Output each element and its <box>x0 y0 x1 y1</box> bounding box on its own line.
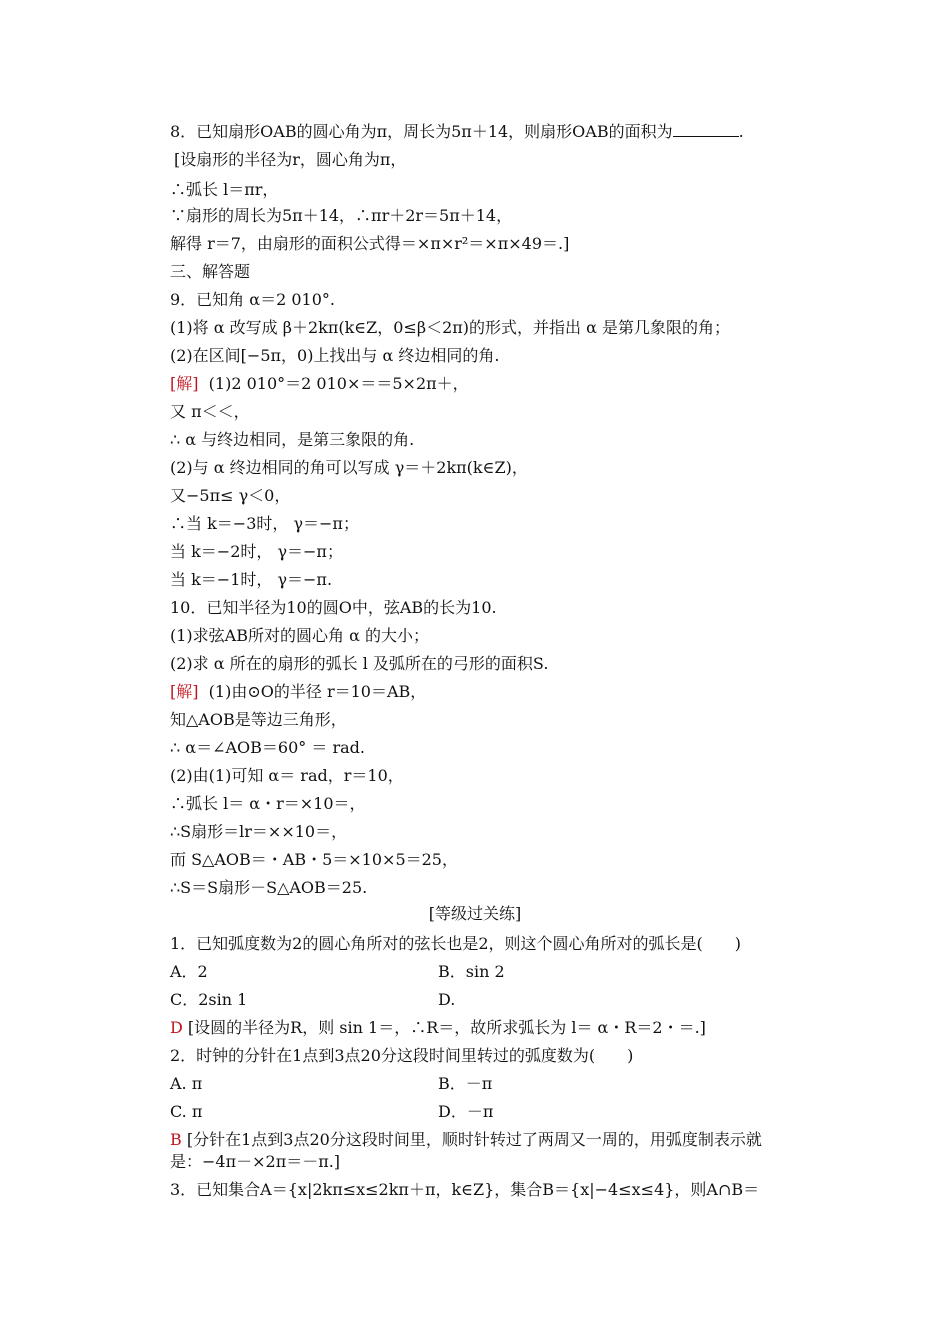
option-b: B．sin 2 <box>438 962 505 981</box>
solution-line: ∴当 k＝−3时， γ＝−π； <box>170 514 359 533</box>
answer-blank <box>673 122 739 137</box>
solution-line: ∴弧长 l＝πr， <box>170 180 279 199</box>
solution-line: 又−5π≤ γ＜0， <box>170 486 291 505</box>
question-3: 3．已知集合A＝{x|2kπ≤x≤2kπ＋π，k∈Z}，集合B＝{x|−4≤x≤4}，则A∩B＝ <box>170 1180 760 1199</box>
solution-text: [分针在1点到3点20分这段时间里，顺时针转过了两周又一周的，用弧度制表示就 <box>186 1130 762 1149</box>
solution-text: (1)由⊙O的半径 r＝10＝AB， <box>208 682 427 701</box>
solution-line: 又 π＜＜， <box>170 402 250 421</box>
option-a: A．2 <box>170 962 208 981</box>
option-c: C. π <box>170 1102 203 1121</box>
answer-letter: D <box>170 1018 183 1037</box>
question-10-part-2: (2)求 α 所在的扇形的弧长 l 及弧所在的弓形的面积S. <box>170 654 549 673</box>
solution-line: 是：−4π－×2π＝－π.] <box>170 1152 341 1171</box>
question-8-text: 8．已知扇形OAB的圆心角为π，周长为5π＋14，则扇形OAB的面积为 <box>170 122 673 141</box>
solution-line: ∴S＝S扇形－S△AOB＝25. <box>170 878 368 897</box>
solution-line: (2)由(1)可知 α＝ rad，r＝10， <box>170 766 404 785</box>
solution-line: 解得 r＝7，由扇形的面积公式得＝×π×r²＝×π×49＝.] <box>170 234 570 253</box>
solution-line: (2)与 α 终边相同的角可以写成 γ＝＋2kπ(k∈Z)， <box>170 458 528 477</box>
solution-line: ∴S扇形＝lr＝××10＝， <box>170 822 348 841</box>
option-b: B．－π <box>438 1074 493 1093</box>
solution-line <box>170 1018 706 1038</box>
question-2: 2．时钟的分针在1点到3点20分这段时间里转过的弧度数为( ) <box>170 1046 634 1065</box>
solution-tag: [解] <box>170 682 199 701</box>
solution-line: ∵扇形的周长为5π＋14，∴πr＋2r＝5π＋14， <box>170 206 513 225</box>
question-10: 10．已知半径为10的圆O中，弦AB的长为10. <box>170 598 497 617</box>
solution-tag: [解] <box>170 374 199 393</box>
solution-line: 当 k＝−1时， γ＝−π. <box>170 570 333 589</box>
solution-line: 而 S△AOB＝・AB・5＝×10×5＝25， <box>170 850 458 869</box>
section-heading: [等级过关练] <box>428 904 522 923</box>
section-heading: 三、解答题 <box>170 262 251 281</box>
solution-line <box>170 682 426 702</box>
solution-line: 当 k＝−2时， γ＝−π； <box>170 542 343 561</box>
question-8 <box>170 122 744 142</box>
solution-line: [设扇形的半径为r，圆心角为π， <box>174 150 407 169</box>
solution-text: [设圆的半径为R，则 sin 1＝，∴R＝，故所求弧长为 l＝ α・R＝2・＝.] <box>187 1018 706 1037</box>
solution-line: 知△AOB是等边三角形， <box>170 710 347 729</box>
option-a: A. π <box>170 1074 203 1093</box>
question-1: 1．已知弧度数为2的圆心角所对的弦长也是2，则这个圆心角所对的弧长是( ) <box>170 934 742 953</box>
question-10-part-1: (1)求弦AB所对的圆心角 α 的大小； <box>170 626 429 645</box>
question-9-part-1: (1)将 α 改写成 β＋2kπ(k∈Z，0≤β＜2π)的形式，并指出 α 是第几象限的角； <box>170 318 731 337</box>
solution-text: (1)2 010°＝2 010×＝＝5×2π＋， <box>208 374 469 393</box>
solution-line: ∴ α＝∠AOB＝60° ＝ rad. <box>170 738 365 757</box>
option-c: C．2sin 1 <box>170 990 248 1009</box>
solution-line: ∴ α 与终边相同，是第三象限的角. <box>170 430 415 449</box>
question-9: 9．已知角 α＝2 010°. <box>170 290 335 309</box>
solution-line <box>170 374 469 394</box>
option-d: D．－π <box>438 1102 494 1121</box>
solution-line: ∴弧长 l＝ α・r＝×10＝， <box>170 794 366 813</box>
option-d: D. <box>438 990 456 1009</box>
answer-letter: B <box>170 1130 182 1149</box>
question-8-end: . <box>738 122 744 141</box>
question-9-part-2: (2)在区间[−5π，0)上找出与 α 终边相同的角. <box>170 346 500 365</box>
solution-line <box>170 1130 762 1150</box>
